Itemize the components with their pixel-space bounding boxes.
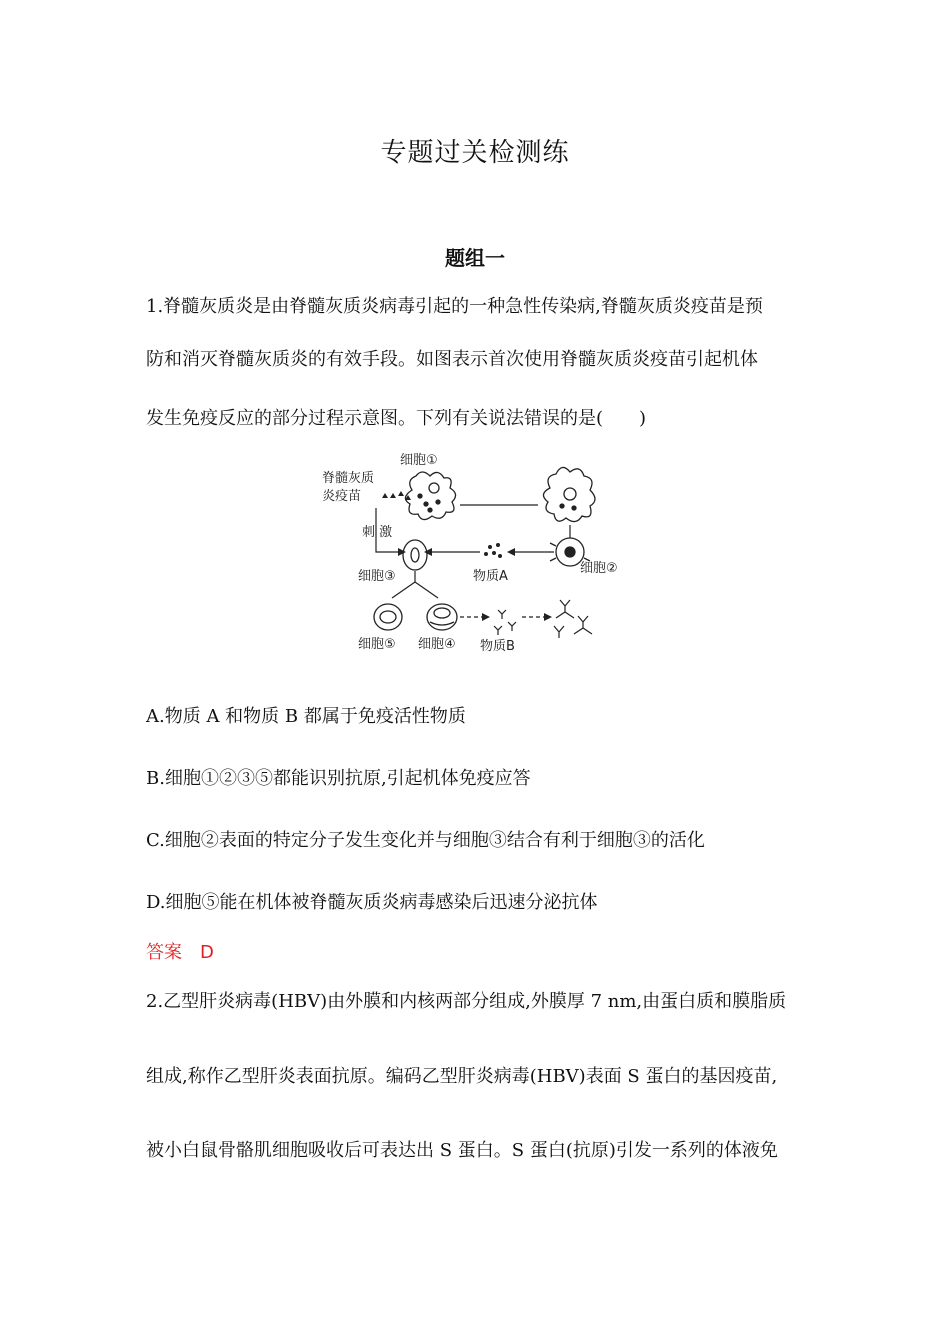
antigen-antibody-complexes: [554, 600, 592, 638]
cell-4-label: 细胞④: [418, 637, 456, 652]
question-2-line-3: 被小白鼠骨骼肌细胞吸收后可表达出 S 蛋白。S 蛋白(抗原)引发一系列的体液免: [146, 1140, 778, 1161]
answer-line: [146, 938, 214, 964]
section-title: 题组一: [445, 246, 505, 270]
option-c: C.细胞②表面的特定分子发生变化并与细胞③结合有利于细胞③的活化: [146, 830, 705, 851]
cell-3: [403, 540, 427, 570]
page-title: 专题过关检测练: [380, 138, 570, 168]
option-d: D.细胞⑤能在机体被脊髓灰质炎病毒感染后迅速分泌抗体: [146, 892, 598, 913]
cell-4: [427, 604, 457, 630]
cell-3-label: 细胞③: [358, 569, 396, 584]
option-a: A.物质 A 和物质 B 都属于免疫活性物质: [146, 706, 466, 727]
cell-5: [374, 604, 402, 630]
cell-1-label: 细胞①: [400, 453, 438, 468]
antigen-presenting-cell: [543, 467, 595, 521]
answer-value: D: [200, 942, 214, 963]
substance-b-antibodies: [494, 610, 516, 635]
answer-label: 答案: [146, 942, 182, 963]
option-b: B.细胞①②③⑤都能识别抗原,引起机体免疫应答: [146, 768, 531, 789]
substance-b-label: 物质B: [480, 639, 515, 654]
immune-response-diagram: [310, 450, 640, 665]
question-1-line-1: 1.脊髓灰质炎是由脊髓灰质炎病毒引起的一种急性传染病,脊髓灰质炎疫苗是预: [146, 296, 763, 317]
question-1-line-3: 发生免疫反应的部分过程示意图。下列有关说法错误的是( ): [146, 408, 647, 429]
stimulus-label: 刺 激: [362, 525, 393, 540]
vaccine-label-line-1: 脊髓灰质: [322, 471, 375, 486]
question-2-line-1: 2.乙型肝炎病毒(HBV)由外膜和内核两部分组成,外膜厚 7 nm,由蛋白质和膜脂质: [146, 991, 787, 1012]
cell-1-dendritic: [405, 472, 455, 520]
question-1-line-2: 防和消灭脊髓灰质炎的有效手段。如图表示首次使用脊髓灰质炎疫苗引起机体: [146, 349, 758, 370]
substance-a-dots: [484, 543, 502, 558]
cell-5-label: 细胞⑤: [358, 637, 396, 652]
question-2-line-2: 组成,称作乙型肝炎表面抗原。编码乙型肝炎病毒(HBV)表面 S 蛋白的基因疫苗,: [146, 1066, 778, 1087]
vaccine-label-line-2: 炎疫苗: [322, 489, 362, 504]
substance-a-label: 物质A: [473, 569, 508, 584]
cell-2-label: 细胞②: [580, 561, 618, 576]
